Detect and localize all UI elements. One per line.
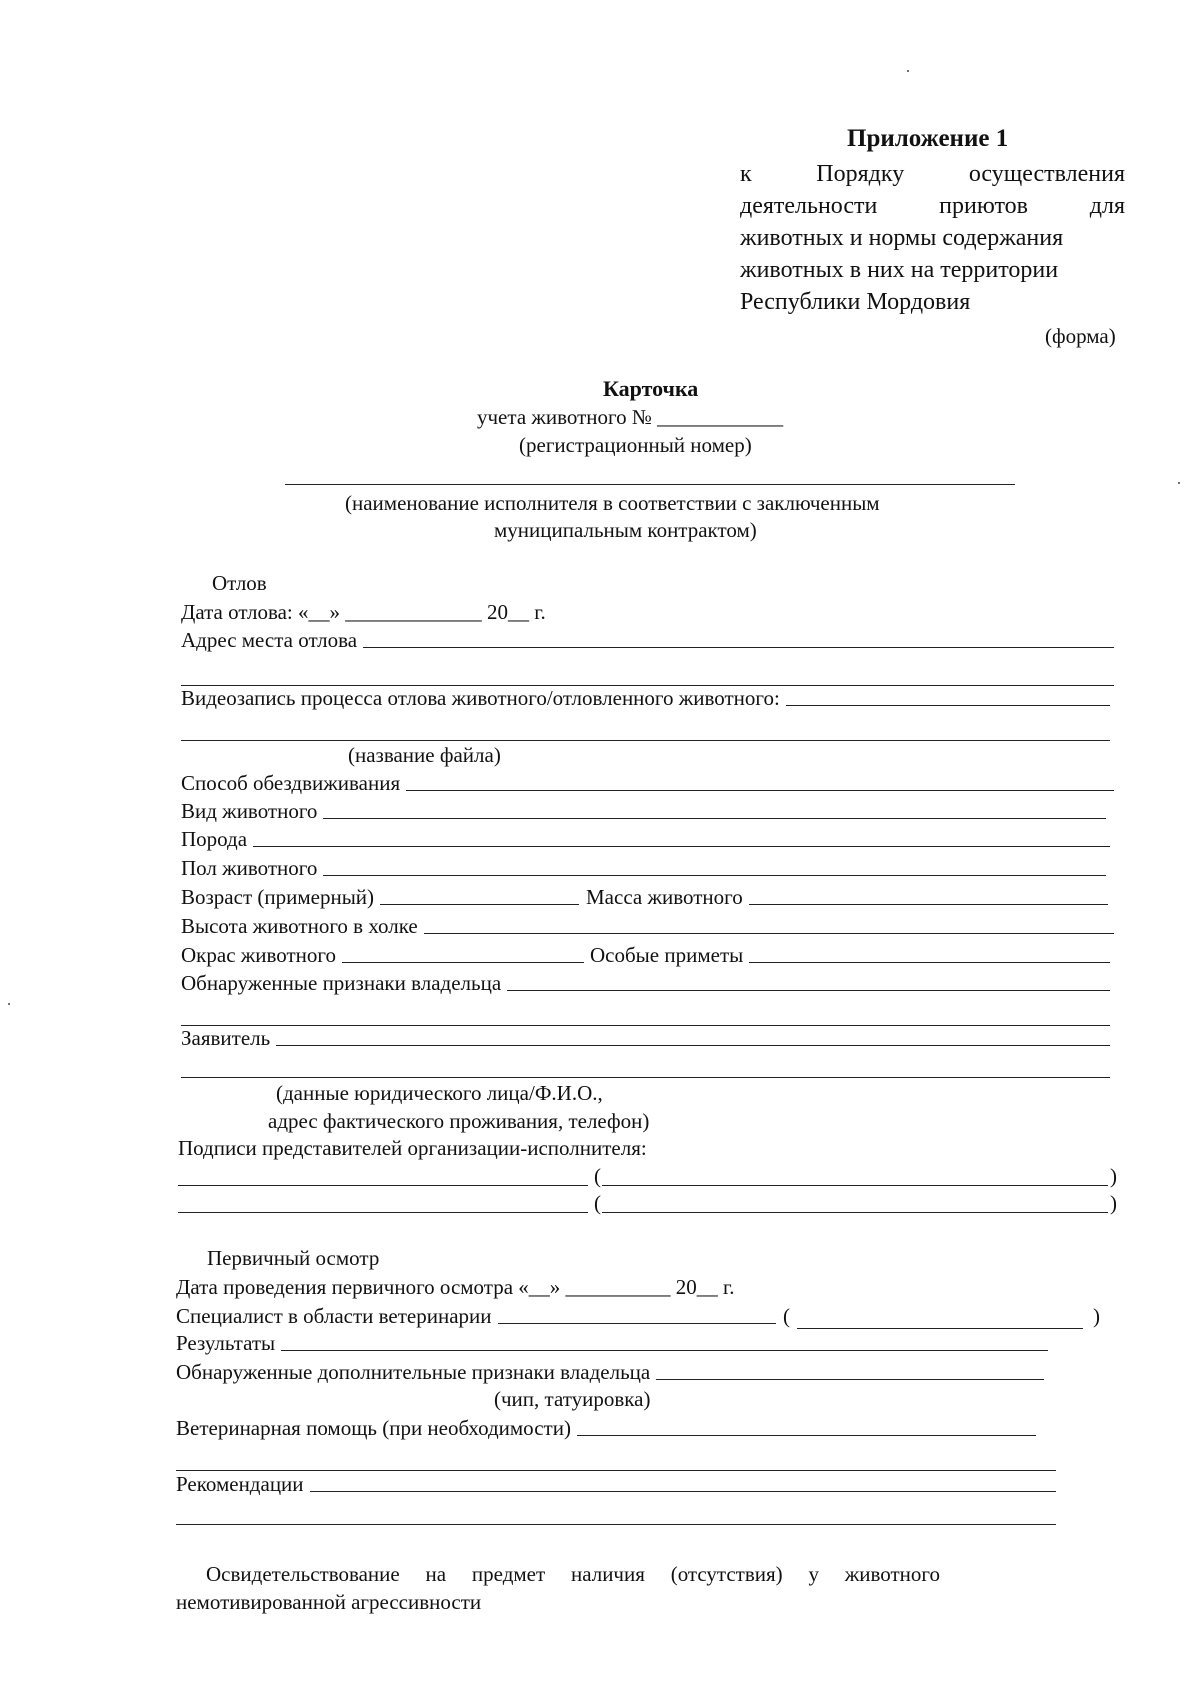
executor-line[interactable] bbox=[285, 484, 1015, 485]
extra-signs-field[interactable] bbox=[176, 1359, 1044, 1385]
height-label: Высота животного в холке bbox=[181, 914, 418, 938]
results-label: Результаты bbox=[176, 1331, 276, 1355]
aggression-text: Освидетельствование на предмет наличия (отсутствия) у животного bbox=[206, 1562, 940, 1586]
vet-label: Специалист в области ветеринарии bbox=[176, 1304, 492, 1328]
scan-speck bbox=[1178, 482, 1180, 484]
exam-date[interactable]: Дата проведения первичного осмотра «__» __________ 20__ г. bbox=[176, 1275, 735, 1299]
vet-paren-close: ) bbox=[1093, 1304, 1100, 1328]
chip-note: (чип, татуировка) bbox=[494, 1387, 651, 1411]
mass-label: Масса животного bbox=[586, 885, 743, 909]
capture-date[interactable]: Дата отлова: «__» _____________ 20__ г. bbox=[181, 600, 546, 624]
vet-name-line[interactable] bbox=[797, 1328, 1083, 1329]
executor-note: (наименование исполнителя в соответствии с заключенным bbox=[345, 491, 880, 515]
vet-help-label: Ветеринарная помощь (при необходимости) bbox=[176, 1416, 571, 1440]
appendix-line: к Порядку осуществления bbox=[740, 161, 1125, 187]
card-title: Карточка bbox=[603, 376, 699, 401]
fill-line[interactable] bbox=[380, 903, 579, 905]
fill-line[interactable] bbox=[253, 845, 1110, 847]
fill-line[interactable] bbox=[342, 961, 584, 963]
results-field[interactable] bbox=[176, 1330, 1048, 1356]
species-label: Вид животного bbox=[181, 799, 318, 823]
mass-field[interactable] bbox=[586, 884, 1108, 910]
appendix-line: животных в них на территории bbox=[740, 257, 1059, 283]
capture-address-field[interactable] bbox=[181, 627, 1114, 653]
vet-field[interactable] bbox=[176, 1303, 776, 1329]
scan-speck bbox=[8, 1003, 10, 1005]
paren-close: ) bbox=[1110, 1164, 1117, 1188]
signature-line[interactable] bbox=[178, 1185, 588, 1186]
aggression-text: немотивированной агрессивности bbox=[176, 1590, 482, 1614]
fill-line[interactable] bbox=[310, 1490, 1056, 1492]
height-field[interactable] bbox=[181, 913, 1114, 939]
extra-signs-label: Обнаруженные дополнительные признаки владельца bbox=[176, 1360, 651, 1384]
applicant-note: адрес фактического проживания, телефон) bbox=[268, 1109, 650, 1133]
species-field[interactable] bbox=[181, 798, 1106, 824]
color-label: Окрас животного bbox=[181, 943, 337, 967]
sex-label: Пол животного bbox=[181, 856, 318, 880]
appendix-title: Приложение 1 bbox=[847, 125, 1009, 152]
fill-line[interactable] bbox=[507, 989, 1110, 991]
method-field[interactable] bbox=[181, 770, 1114, 796]
paren-close: ) bbox=[1110, 1191, 1117, 1215]
card-subtitle: учета животного № ____________ bbox=[477, 405, 784, 429]
signature-name-line[interactable] bbox=[602, 1185, 1108, 1186]
fill-line[interactable] bbox=[406, 789, 1114, 791]
fill-line[interactable] bbox=[749, 961, 1110, 963]
fill-line[interactable] bbox=[176, 1524, 1056, 1525]
vet-help-field[interactable] bbox=[176, 1415, 1036, 1441]
capture-heading: Отлов bbox=[212, 571, 267, 595]
appendix-line: деятельности приютов для bbox=[740, 193, 1125, 219]
fill-line[interactable] bbox=[323, 874, 1106, 876]
fill-line[interactable] bbox=[749, 903, 1108, 905]
executor-note: муниципальным контрактом) bbox=[494, 518, 757, 542]
fill-line[interactable] bbox=[181, 1077, 1110, 1078]
age-label: Возраст (примерный) bbox=[181, 885, 375, 909]
video-field[interactable] bbox=[181, 685, 1110, 711]
method-label: Способ обездвиживания bbox=[181, 771, 401, 795]
fill-line[interactable] bbox=[323, 817, 1106, 819]
signature-name-line[interactable] bbox=[602, 1212, 1108, 1213]
video-label: Видеозапись процесса отлова животного/отловленного животного: bbox=[181, 686, 780, 710]
paren-open: ( bbox=[594, 1164, 601, 1188]
fill-line[interactable] bbox=[786, 704, 1110, 706]
applicant-label: Заявитель bbox=[181, 1026, 271, 1050]
fill-line[interactable] bbox=[276, 1044, 1110, 1046]
marks-field[interactable] bbox=[590, 942, 1110, 968]
color-field[interactable] bbox=[181, 942, 584, 968]
scan-speck bbox=[907, 70, 909, 72]
fill-line[interactable] bbox=[424, 932, 1114, 934]
fill-line[interactable] bbox=[498, 1322, 776, 1324]
fill-line[interactable] bbox=[656, 1378, 1044, 1380]
form-note: (форма) bbox=[1045, 324, 1116, 348]
recommend-field[interactable] bbox=[176, 1471, 1056, 1497]
owner-signs-field[interactable] bbox=[181, 970, 1110, 996]
fill-line[interactable] bbox=[181, 740, 1110, 741]
capture-address-label: Адрес места отлова bbox=[181, 628, 358, 652]
reg-number-note: (регистрационный номер) bbox=[519, 433, 752, 457]
breed-field[interactable] bbox=[181, 826, 1110, 852]
applicant-field[interactable] bbox=[181, 1025, 1110, 1051]
vet-paren-open: ( bbox=[783, 1304, 790, 1328]
fill-line[interactable] bbox=[577, 1434, 1036, 1436]
file-name-note: (название файла) bbox=[348, 743, 501, 767]
breed-label: Порода bbox=[181, 827, 248, 851]
sex-field[interactable] bbox=[181, 855, 1106, 881]
appendix-text bbox=[740, 158, 1125, 318]
recommend-label: Рекомендации bbox=[176, 1472, 304, 1496]
marks-label: Особые приметы bbox=[590, 943, 744, 967]
signature-line[interactable] bbox=[178, 1212, 588, 1213]
applicant-note: (данные юридического лица/Ф.И.О., bbox=[276, 1081, 603, 1105]
appendix-line: животных и нормы содержания bbox=[740, 225, 1064, 251]
owner-signs-label: Обнаруженные признаки владельца bbox=[181, 971, 502, 995]
fill-line[interactable] bbox=[363, 646, 1114, 648]
paren-open: ( bbox=[594, 1191, 601, 1215]
signatures-label: Подписи представителей организации-исполнителя: bbox=[178, 1136, 647, 1160]
age-field[interactable] bbox=[181, 884, 579, 910]
exam-heading: Первичный осмотр bbox=[207, 1246, 380, 1270]
fill-line[interactable] bbox=[281, 1349, 1048, 1351]
appendix-line: Республики Мордовия bbox=[740, 289, 971, 315]
